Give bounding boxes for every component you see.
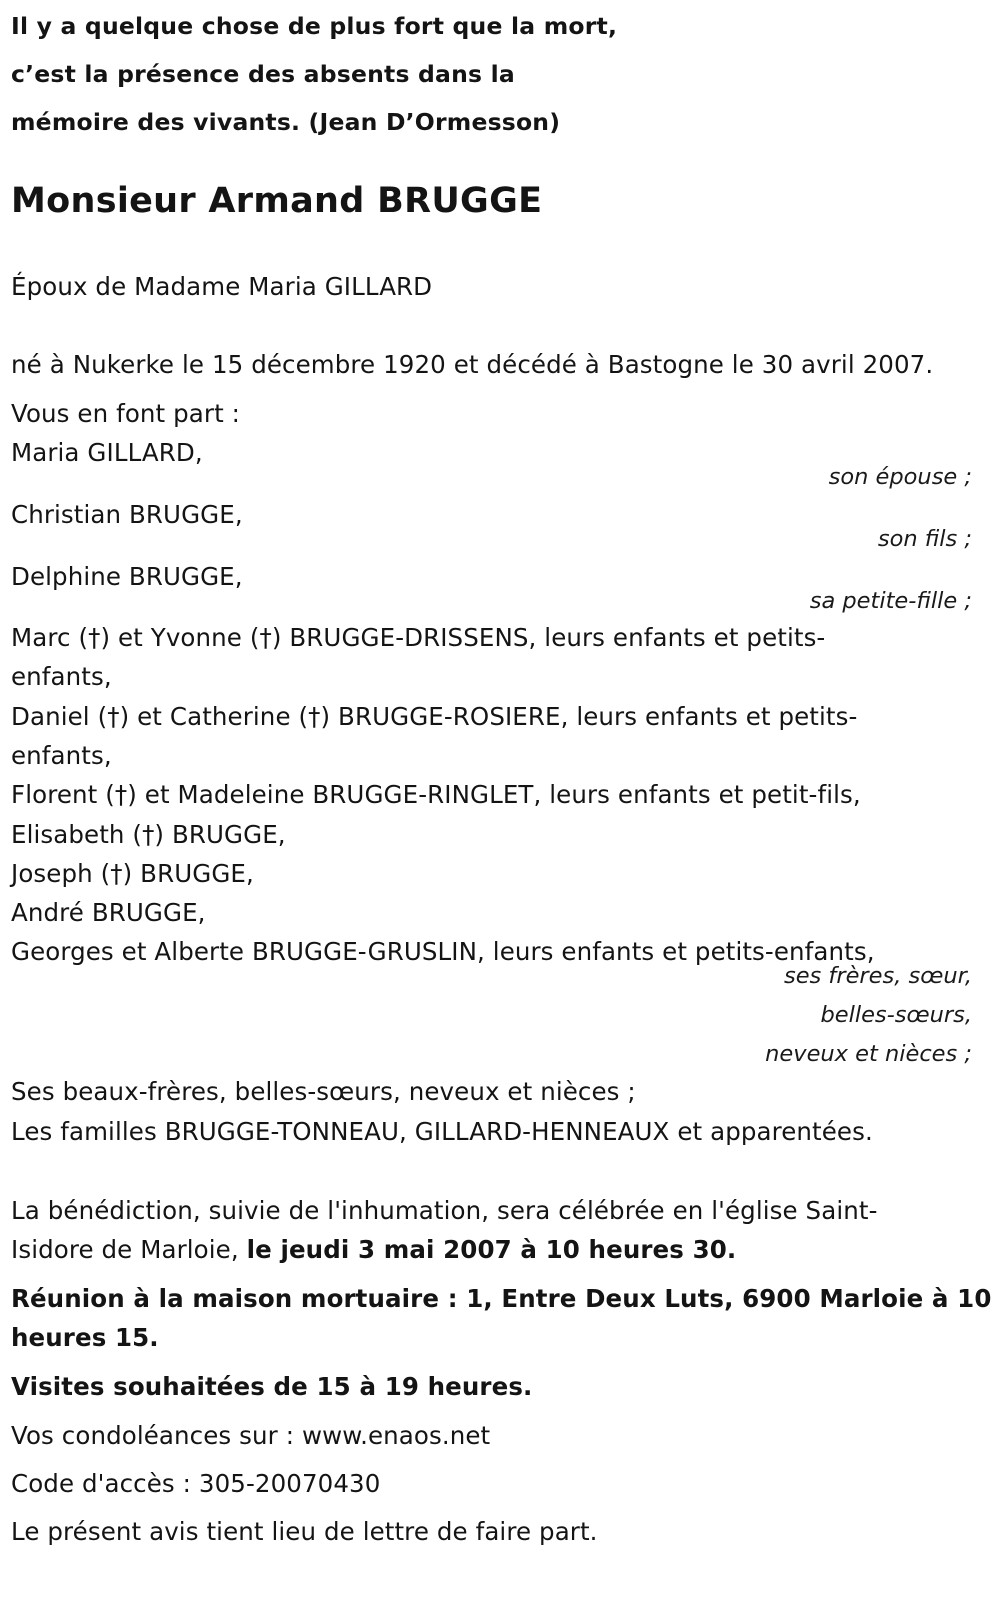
notice-line: Le présent avis tient lieu de lettre de faire part. — [11, 1517, 598, 1546]
announcer-daniel-line-1: Daniel (†) et Catherine (†) BRUGGE-ROSIERE, leurs enfants et petits- — [11, 702, 858, 731]
announcer-georges: Georges et Alberte BRUGGE-GRUSLIN, leurs enfants et petits-enfants, — [11, 937, 875, 966]
announcer-elisabeth: Elisabeth (†) BRUGGE, — [11, 820, 286, 849]
relation-granddaughter: sa petite-fille ; — [809, 588, 972, 614]
relation-siblings-3: neveux et nièces ; — [765, 1041, 972, 1067]
spouse-line: Époux de Madame Maria GILLARD — [11, 272, 433, 301]
announcer-daniel-line-2: enfants, — [11, 741, 112, 770]
announcer-delphine: Delphine BRUGGE, — [11, 562, 243, 591]
access-code-line: Code d'accès : 305-20070430 — [11, 1469, 381, 1498]
announcer-christian: Christian BRUGGE, — [11, 500, 243, 529]
quote-line-1: Il y a quelque chose de plus fort que la mort, — [11, 12, 618, 40]
ceremony-location: Isidore de Marloie, — [11, 1235, 247, 1264]
condolences-line: Vos condoléances sur : www.enaos.net — [11, 1421, 491, 1450]
relation-siblings-1: ses frères, sœur, — [783, 963, 972, 989]
quote-line-2: c’est la présence des absents dans la — [11, 60, 515, 88]
announcer-joseph: Joseph (†) BRUGGE, — [11, 859, 254, 888]
announcer-maria: Maria GILLARD, — [11, 438, 203, 467]
meeting-line-1: Réunion à la maison mortuaire : 1, Entre Deux Luts, 6900 Marloie à 10 — [11, 1284, 992, 1313]
quote-line-3: mémoire des vivants. (Jean D’Ormesson) — [11, 108, 561, 136]
families-line: Les familles BRUGGE-TONNEAU, GILLARD-HENNEAUX et apparentées. — [11, 1117, 873, 1146]
announcers-intro: Vous en font part : — [11, 399, 241, 428]
relation-siblings-2: belles-sœurs, — [820, 1002, 972, 1028]
ceremony-line-1: La bénédiction, suivie de l'inhumation, sera célébrée en l'église Saint- — [11, 1196, 878, 1225]
relation-son: son fils ; — [877, 526, 972, 552]
ceremony-date-time: le jeudi 3 mai 2007 à 10 heures 30. — [246, 1235, 737, 1264]
announcer-florent: Florent (†) et Madeleine BRUGGE-RINGLET, leurs enfants et petit-fils, — [11, 780, 861, 809]
announcer-andre: André BRUGGE, — [11, 898, 206, 927]
deceased-name: Monsieur Armand BRUGGE — [11, 181, 543, 221]
relation-spouse: son épouse ; — [828, 464, 972, 490]
ceremony-line-2 — [11, 1235, 736, 1265]
meeting-line-2: heures 15. — [11, 1323, 159, 1352]
birth-death-line: né à Nukerke le 15 décembre 1920 et décédé à Bastogne le 30 avril 2007. — [11, 350, 934, 379]
visits-line: Visites souhaitées de 15 à 19 heures. — [11, 1372, 533, 1401]
announcer-marc-line-2: enfants, — [11, 662, 112, 691]
in-laws-line: Ses beaux-frères, belles-sœurs, neveux et nièces ; — [11, 1077, 636, 1106]
announcer-marc-line-1: Marc (†) et Yvonne (†) BRUGGE-DRISSENS, leurs enfants et petits- — [11, 623, 826, 652]
